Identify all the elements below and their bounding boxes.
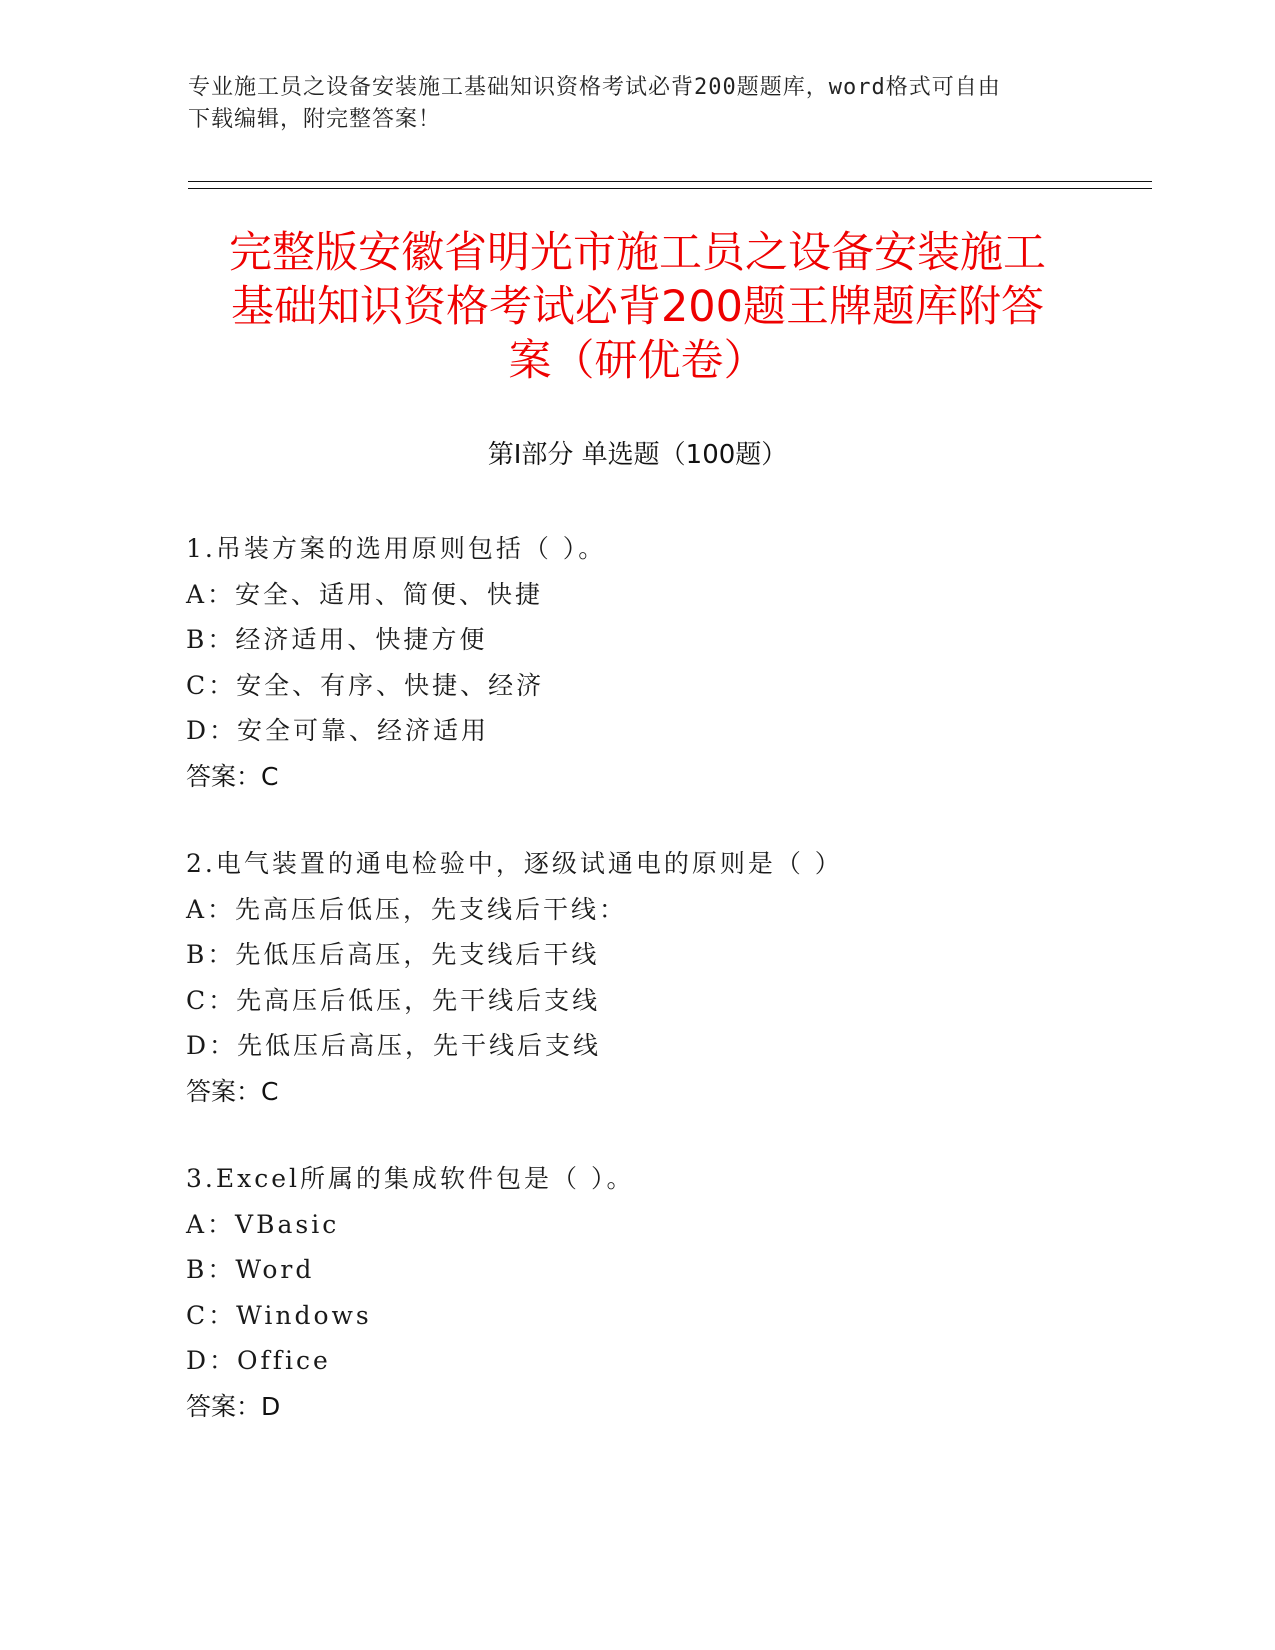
option-b: B：Word: [186, 1255, 315, 1284]
question-item: [186, 1156, 1136, 1429]
option-c: C：先高压后低压，先干线后支线: [186, 985, 601, 1015]
question-item: [186, 841, 1136, 1114]
header-note-line-1: 专业施工员之设备安装施工基础知识资格考试必背200题题库，word格式可自由: [188, 75, 1001, 100]
option-d: D：安全可靠、经济适用: [186, 716, 490, 745]
answer-line: 答案：C: [186, 1076, 279, 1106]
title-line-2: 基础知识资格考试必背200题王牌题库附答: [230, 282, 1045, 332]
title-line-1: 完整版安徽省明光市施工员之设备安装施工: [229, 228, 1046, 278]
question-stem: 3.Excel所属的集成软件包是（ ）。: [186, 1164, 635, 1193]
option-a: A：安全、适用、简便、快捷: [186, 579, 544, 609]
option-a: A：VBasic: [186, 1209, 340, 1239]
document-title: [160, 226, 1115, 388]
header-divider-bottom: [188, 188, 1152, 189]
option-d: D：先低压后高压，先干线后支线: [186, 1031, 602, 1060]
header-divider-top: [188, 181, 1152, 182]
header-note-line-2: 下载编辑，附完整答案！: [188, 107, 442, 132]
option-d: D：Office: [186, 1346, 331, 1375]
answer-line: 答案：C: [186, 761, 279, 791]
option-a: A：先高压后低压，先支线后干线：: [186, 894, 628, 924]
header-note: [188, 72, 1088, 136]
question-stem: 2.电气装置的通电检验中，逐级试通电的原则是（ ）: [186, 849, 843, 878]
section-heading: 第I部分 单选题（100题）: [487, 440, 788, 470]
option-c: C：Windows: [186, 1300, 372, 1330]
question-item: [186, 526, 1136, 799]
option-b: B：经济适用、快捷方便: [186, 625, 488, 654]
option-b: B：先低压后高压，先支线后干线: [186, 940, 600, 969]
option-c: C：安全、有序、快捷、经济: [186, 670, 545, 700]
title-line-3: 案（研优卷）: [508, 336, 767, 386]
question-stem: 1.吊装方案的选用原则包括（ ）。: [186, 534, 607, 563]
answer-line: 答案：D: [186, 1391, 281, 1421]
question-list: [186, 526, 1136, 1471]
